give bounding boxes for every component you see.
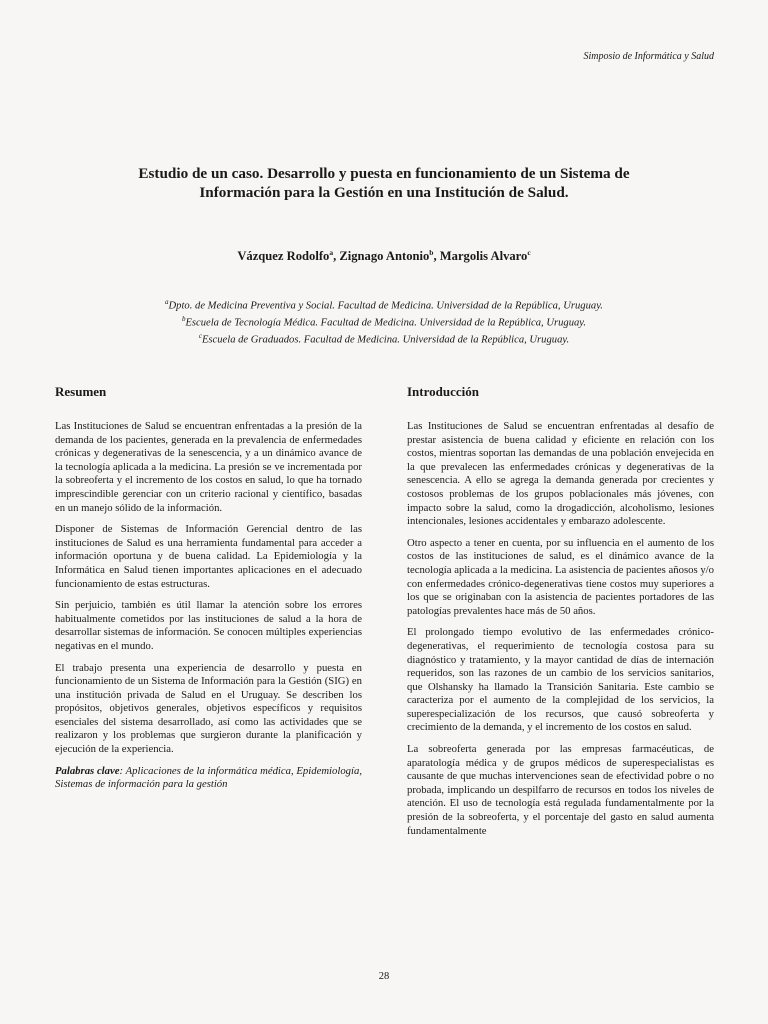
affiliation: [60, 330, 708, 347]
author-affil-mark: b: [429, 248, 434, 257]
affiliation-text: Dpto. de Medicina Preventiva y Social. Facultad de Medicina. Universidad de la República, Uruguay.: [168, 300, 603, 312]
introduccion-heading: Introducción: [407, 384, 479, 399]
keywords-label: Palabras clave: [55, 764, 120, 777]
author-name: Margolis Alvaro: [439, 249, 528, 264]
affiliation-list: [60, 296, 708, 347]
keywords-text: : Aplicaciones de la informática médica, Epidemiología, Sistemas de información para la gestión: [55, 764, 362, 791]
author-list: Vázquez Rodolfo$^a$, Zignago Antonio$^b$, Margolis Alvaro$^c$: [237, 248, 531, 264]
affiliation-text: Escuela de Tecnología Médica. Facultad de Medicina. Universidad de la República, Uruguay.: [185, 317, 587, 329]
introduccion-column: [407, 384, 714, 846]
running-head: Simposio de Informática y Salud: [583, 51, 714, 62]
introduccion-paragraph: Otro aspecto a tener en cuenta, por su influencia en el aumento de los costos de las instituciones de salud, es el dinámico avance de la tecnología aplicada a la medicina. La asistencia de pacientes añosos y/o con enfermedades crónico-degenerativas tiene costos muy superiores a los que se originaban con la asistencia de pacientes portadores de las patologías prevalentes hace más de 50 años.: [407, 536, 714, 617]
paper-title: [60, 164, 708, 202]
resumen-paragraph: Las Instituciones de Salud se encuentran enfrentadas a la presión de la demanda de los pacientes, generada en la prevalencia de enfermedades crónicas y degenerativas de la senescencia, y a un dinámico avance de la tecnología aplicada a la medicina. La presión se ve incrementada por la sobreoferta y el incremento de los costos en salud, lo que ha tornado imprescindible gerenciar con un criterio racional y científico, basadas en un manejo sólido de la información.: [55, 420, 362, 514]
affiliation-mark: a: [165, 298, 169, 306]
affiliation-text: Escuela de Graduados. Facultad de Medicina. Universidad de la República, Uruguay.: [201, 334, 570, 346]
keywords: [55, 765, 362, 792]
introduccion-paragraph: Las Instituciones de Salud se encuentran enfrentadas al desafío de prestar asistencia de buena calidad y eficiente en relación con los costos, mientras soportan las demandas de una población envejecida en la que prevalecen las enfermedades crónicas y degenerativas de la senescencia. A ello se agrega la demanda generada por crecientes y costosos problemas de los grupos poblacionales más jóvenes, con impacto sobre la salud, como la drogadicción, alcoholismo, lesiones intencionales, lesiones accidentales y embarazo adolescente.: [407, 420, 714, 528]
resumen-paragraph: Disponer de Sistemas de Información Gerencial dentro de las instituciones de Salud es una herramienta fundamental para acceder a información oportuna y de buena calidad. La Epidemiología y la Informática en Salud tienen importantes aplicaciones en el adecuado funcionamiento de estas estructuras.: [55, 523, 362, 590]
affiliation-mark: c: [198, 332, 202, 341]
author-affil-mark: c: [527, 248, 531, 257]
affiliation: [60, 296, 708, 313]
author-name: Vázquez Rodolfo: [237, 249, 330, 264]
affiliation-mark: b: [181, 315, 186, 324]
affiliation: [60, 313, 708, 330]
resumen-paragraph: El trabajo presenta una experiencia de desarrollo y puesta en funcionamiento de un Sistema de Información para la Gestión (SIG) en una institución privada de Salud en el Uruguay. Se describen los propósitos, objetivos generales, objetivos específicos y requisitos esenciales del sistema desarrollado, así como las actividades que se realizaron y los problemas que surgieron durante la planificación y ejecución de la experiencia.: [55, 661, 362, 756]
title-line-1: Estudio de un caso. Desarrollo y puesta en funcionamiento de un Sistema de: [138, 165, 630, 182]
resumen-column: [55, 384, 362, 800]
author-name: Zignago Antonio: [339, 249, 430, 264]
introduccion-paragraph: La sobreoferta generada por las empresas farmacéuticas, de aparatología médica y de grupos médicos de superespecialistas es causante de que muchas intervenciones sean de efectividad pobre o no probada, implicando un despilfarro de recursos en todos los niveles de atención. El uso de tecnología está regulada fundamentalmente por la presión de la sobreoferta, y el porcentaje del gasto en salud aumenta fundamentalmente: [407, 743, 714, 837]
introduccion-paragraph: El prolongado tiempo evolutivo de las enfermedades crónico-degenerativas, el requerimiento de tecnología costosa para su diagnóstico y tratamiento, y la mayor cantidad de días de internación requeridos, son las razones de un cambio de los servicios sanitarios, que Olshansky ha llamado la Transición Sanitaria. Este cambio se caracteriza por el aumento de la complejidad de los servicios, la superespecialización de los recursos, que causó sobreoferta y crecimiento de la demanda, y el incremento de los costos en salud.: [407, 626, 714, 734]
resumen-heading: Resumen: [55, 384, 107, 399]
page-number: 28: [378, 971, 390, 982]
title-line-2: Información para la Gestión en una Institución de Salud.: [199, 184, 569, 201]
resumen-paragraph: Sin perjuicio, también es útil llamar la atención sobre los errores habitualmente cometidos por las instituciones de salud a la hora de desarrollar sistemas de información. Se conocen múltiples experiencias negativas en el mundo.: [55, 599, 362, 652]
author-affil-mark: a: [329, 248, 334, 257]
